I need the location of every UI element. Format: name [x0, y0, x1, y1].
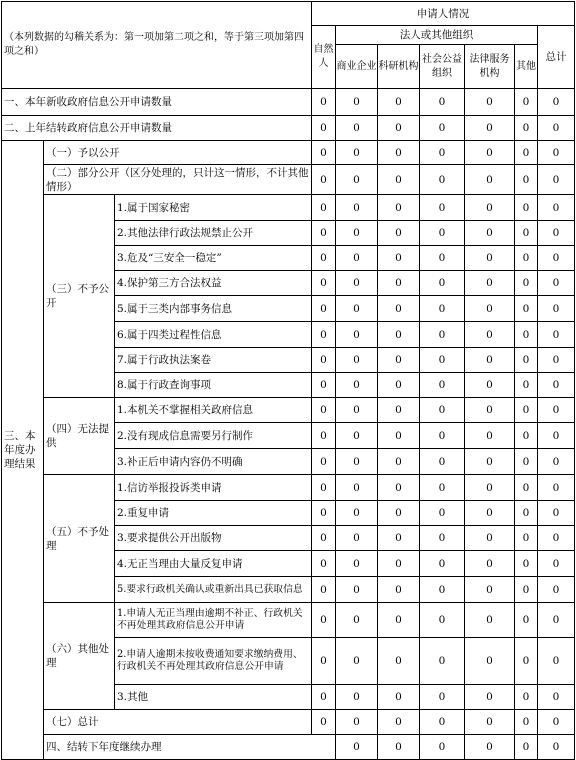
row-label: 8.属于行政查询事项 — [115, 373, 312, 398]
value-cell: 0 — [336, 423, 378, 449]
table-row — [2, 735, 575, 760]
value-cell: 0 — [336, 322, 378, 348]
row-label: 2.其他法律行政法规禁止公开 — [115, 221, 312, 246]
value-cell: 0 — [465, 710, 515, 735]
value-cell: 0 — [378, 638, 420, 685]
value-cell: 0 — [378, 685, 420, 710]
value-cell: 0 — [515, 398, 538, 423]
row-label: 1.申请人无正当理由逾期不补正、行政机关不再处理其政府信息公开申请 — [115, 603, 312, 638]
value-cell: 0 — [336, 501, 378, 526]
value-cell: 0 — [336, 116, 378, 141]
value-cell: 0 — [465, 501, 515, 526]
header-legal-service: 法律服务机构 — [465, 45, 515, 89]
value-cell: 0 — [515, 89, 538, 116]
value-cell: 0 — [420, 638, 465, 685]
value-cell: 0 — [378, 577, 420, 603]
value-cell: 0 — [336, 373, 378, 398]
value-cell: 0 — [420, 195, 465, 221]
value-cell: 0 — [465, 475, 515, 501]
row-label: （七）总计 — [44, 710, 312, 735]
value-cell: 0 — [312, 271, 336, 296]
value-cell: 0 — [538, 296, 575, 322]
row-label: 4.无正当理由大量反复申请 — [115, 551, 312, 577]
value-cell: 0 — [336, 195, 378, 221]
value-cell: 0 — [538, 423, 575, 449]
value-cell: 0 — [312, 475, 336, 501]
row-label: 1.属于国家秘密 — [115, 195, 312, 221]
group-label-not-processed: （五）不予处理 — [44, 475, 115, 603]
value-cell: 0 — [515, 271, 538, 296]
value-cell: 0 — [515, 165, 538, 195]
header-natural-person: 自然人 — [312, 26, 336, 89]
row-label: 1.信访举报投诉类申请 — [115, 475, 312, 501]
value-cell: 0 — [420, 373, 465, 398]
value-cell: 0 — [378, 195, 420, 221]
value-cell: 0 — [378, 165, 420, 195]
table-row — [2, 141, 575, 165]
value-cell: 0 — [538, 475, 575, 501]
value-cell: 0 — [312, 221, 336, 246]
value-cell: 0 — [312, 577, 336, 603]
value-cell: 0 — [538, 348, 575, 373]
value-cell: 0 — [420, 348, 465, 373]
header-applicant-situation: 申请人情况 — [312, 2, 575, 26]
value-cell: 0 — [336, 449, 378, 475]
value-cell: 0 — [312, 141, 336, 165]
value-cell: 0 — [420, 735, 465, 760]
header-legal-and-other: 法人或其他组织 — [336, 26, 538, 45]
value-cell: 0 — [515, 638, 538, 685]
disclosure-stats-table — [1, 1, 575, 760]
value-cell: 0 — [312, 603, 336, 638]
value-cell: 0 — [420, 501, 465, 526]
value-cell: 0 — [465, 89, 515, 116]
row-label: 一、本年新收政府信息公开申请数量 — [2, 89, 312, 116]
value-cell: 0 — [312, 322, 336, 348]
value-cell: 0 — [465, 577, 515, 603]
row-label: 2.没有现成信息需要另行制作 — [115, 423, 312, 449]
value-cell: 0 — [378, 322, 420, 348]
value-cell: 0 — [515, 449, 538, 475]
value-cell: 0 — [420, 551, 465, 577]
row-label: 3.补正后申请内容仍不明确 — [115, 449, 312, 475]
value-cell: 0 — [312, 449, 336, 475]
header-commercial: 商业企业 — [336, 45, 378, 89]
value-cell: 0 — [312, 551, 336, 577]
row-label: 5.属于三类内部事务信息 — [115, 296, 312, 322]
header-total: 总计 — [538, 26, 575, 89]
value-cell: 0 — [378, 551, 420, 577]
value-cell: 0 — [336, 735, 378, 760]
value-cell: 0 — [336, 577, 378, 603]
value-cell: 0 — [515, 373, 538, 398]
value-cell: 0 — [538, 165, 575, 195]
value-cell: 0 — [538, 195, 575, 221]
value-cell: 0 — [465, 398, 515, 423]
row-label: 4.保护第三方合法权益 — [115, 271, 312, 296]
value-cell: 0 — [515, 603, 538, 638]
value-cell: 0 — [515, 348, 538, 373]
value-cell: 0 — [336, 141, 378, 165]
value-cell: 0 — [336, 246, 378, 271]
value-cell: 0 — [336, 526, 378, 551]
value-cell: 0 — [538, 116, 575, 141]
value-cell: 0 — [465, 373, 515, 398]
row-label: 5.要求行政机关确认或重新出具已获取信息 — [115, 577, 312, 603]
value-cell: 0 — [312, 246, 336, 271]
table-row — [2, 398, 575, 423]
value-cell: 0 — [515, 423, 538, 449]
value-cell: 0 — [336, 165, 378, 195]
value-cell: 0 — [515, 526, 538, 551]
value-cell: 0 — [420, 271, 465, 296]
value-cell: 0 — [538, 322, 575, 348]
value-cell: 0 — [538, 246, 575, 271]
value-cell: 0 — [420, 423, 465, 449]
value-cell: 0 — [336, 475, 378, 501]
value-cell: 0 — [465, 449, 515, 475]
group-label-other-processing: （六）其他处理 — [44, 603, 115, 710]
row-label: 2.重复申请 — [115, 501, 312, 526]
value-cell: 0 — [378, 116, 420, 141]
value-cell: 0 — [538, 373, 575, 398]
value-cell: 0 — [378, 603, 420, 638]
value-cell: 0 — [336, 271, 378, 296]
row-label: 3.其他 — [115, 685, 312, 710]
value-cell: 0 — [312, 348, 336, 373]
value-cell: 0 — [515, 141, 538, 165]
value-cell: 0 — [515, 501, 538, 526]
value-cell: 0 — [312, 685, 336, 710]
table-row — [2, 116, 575, 141]
value-cell: 0 — [515, 735, 538, 760]
value-cell: 0 — [378, 398, 420, 423]
value-cell: 0 — [515, 685, 538, 710]
table-row — [2, 710, 575, 735]
value-cell: 0 — [420, 246, 465, 271]
value-cell: 0 — [312, 526, 336, 551]
value-cell: 0 — [420, 296, 465, 322]
value-cell: 0 — [420, 475, 465, 501]
row-label: 6.属于四类过程性信息 — [115, 322, 312, 348]
value-cell: 0 — [515, 221, 538, 246]
table-row — [2, 195, 575, 221]
value-cell: 0 — [378, 475, 420, 501]
value-cell: 0 — [538, 551, 575, 577]
value-cell: 0 — [465, 735, 515, 760]
value-cell: 0 — [465, 423, 515, 449]
value-cell: 0 — [538, 577, 575, 603]
value-cell: 0 — [336, 638, 378, 685]
value-cell: 0 — [378, 348, 420, 373]
header-note: （本列数据的勾稽关系为：第一项加第二项之和，等于第三项加第四项之和） — [2, 2, 312, 89]
value-cell: 0 — [538, 398, 575, 423]
value-cell: 0 — [465, 526, 515, 551]
value-cell: 0 — [420, 165, 465, 195]
value-cell: 0 — [465, 195, 515, 221]
value-cell: 0 — [312, 195, 336, 221]
value-cell: 0 — [538, 603, 575, 638]
value-cell: 0 — [378, 735, 420, 760]
row-label: 3.危及“三安全一稳定” — [115, 246, 312, 271]
value-cell: 0 — [420, 221, 465, 246]
table-row — [2, 475, 575, 501]
value-cell: 0 — [378, 526, 420, 551]
value-cell: 0 — [538, 638, 575, 685]
value-cell: 0 — [515, 195, 538, 221]
value-cell: 0 — [312, 398, 336, 423]
value-cell: 0 — [312, 116, 336, 141]
value-cell: 0 — [420, 322, 465, 348]
value-cell: 0 — [420, 526, 465, 551]
value-cell: 0 — [336, 296, 378, 322]
value-cell: 0 — [336, 89, 378, 116]
row-label: 7.属于行政执法案卷 — [115, 348, 312, 373]
value-cell: 0 — [336, 603, 378, 638]
value-cell: 0 — [420, 449, 465, 475]
row-label: 四、结转下年度继续办理 — [44, 735, 336, 760]
value-cell: 0 — [378, 246, 420, 271]
value-cell: 0 — [465, 116, 515, 141]
value-cell: 0 — [336, 348, 378, 373]
row-label: 二、上年结转政府信息公开申请数量 — [2, 116, 312, 141]
value-cell: 0 — [420, 685, 465, 710]
table-row — [2, 603, 575, 638]
value-cell: 0 — [465, 348, 515, 373]
value-cell: 0 — [336, 710, 378, 735]
value-cell: 0 — [378, 373, 420, 398]
value-cell: 0 — [538, 710, 575, 735]
value-cell: 0 — [465, 685, 515, 710]
value-cell: 0 — [465, 271, 515, 296]
value-cell: 0 — [312, 423, 336, 449]
group-label-unable: （四）无法提供 — [44, 398, 115, 475]
row-label: 1.本机关不掌握相关政府信息 — [115, 398, 312, 423]
value-cell: 0 — [378, 271, 420, 296]
value-cell: 0 — [465, 246, 515, 271]
value-cell: 0 — [515, 551, 538, 577]
value-cell: 0 — [378, 89, 420, 116]
value-cell: 0 — [465, 296, 515, 322]
value-cell: 0 — [378, 221, 420, 246]
value-cell: 0 — [420, 577, 465, 603]
value-cell: 0 — [538, 449, 575, 475]
value-cell: 0 — [538, 89, 575, 116]
value-cell: 0 — [515, 296, 538, 322]
value-cell: 0 — [515, 246, 538, 271]
value-cell: 0 — [538, 685, 575, 710]
value-cell: 0 — [515, 475, 538, 501]
value-cell: 0 — [312, 501, 336, 526]
value-cell: 0 — [336, 685, 378, 710]
value-cell: 0 — [312, 638, 336, 685]
value-cell: 0 — [336, 398, 378, 423]
value-cell: 0 — [538, 501, 575, 526]
value-cell: 0 — [515, 322, 538, 348]
value-cell: 0 — [515, 577, 538, 603]
value-cell: 0 — [420, 603, 465, 638]
value-cell: 0 — [538, 735, 575, 760]
value-cell: 0 — [465, 603, 515, 638]
value-cell: 0 — [465, 638, 515, 685]
value-cell: 0 — [312, 710, 336, 735]
value-cell: 0 — [465, 165, 515, 195]
table-row — [2, 165, 575, 195]
value-cell: 0 — [515, 116, 538, 141]
value-cell: 0 — [515, 710, 538, 735]
value-cell: 0 — [420, 141, 465, 165]
value-cell: 0 — [465, 322, 515, 348]
table-row — [2, 89, 575, 116]
value-cell: 0 — [538, 141, 575, 165]
value-cell: 0 — [378, 710, 420, 735]
value-cell: 0 — [378, 423, 420, 449]
value-cell: 0 — [538, 271, 575, 296]
value-cell: 0 — [378, 449, 420, 475]
header-other: 其他 — [515, 45, 538, 89]
header-research: 科研机构 — [378, 45, 420, 89]
value-cell: 0 — [420, 89, 465, 116]
value-cell: 0 — [378, 141, 420, 165]
value-cell: 0 — [465, 221, 515, 246]
value-cell: 0 — [378, 501, 420, 526]
value-cell: 0 — [538, 221, 575, 246]
value-cell: 0 — [420, 116, 465, 141]
value-cell: 0 — [420, 398, 465, 423]
value-cell: 0 — [312, 296, 336, 322]
results-label: 三、本年度办理结果 — [2, 141, 44, 760]
value-cell: 0 — [312, 89, 336, 116]
value-cell: 0 — [336, 221, 378, 246]
value-cell: 0 — [378, 296, 420, 322]
row-label: 3.要求提供公开出版物 — [115, 526, 312, 551]
value-cell: 0 — [465, 141, 515, 165]
group-label-not-disclose: （三）不予公开 — [44, 195, 115, 398]
value-cell: 0 — [336, 551, 378, 577]
row-label: （二）部分公开（区分处理的，只计这一情形，不计其他情形） — [44, 165, 312, 195]
row-label: （一）予以公开 — [44, 141, 312, 165]
value-cell: 0 — [312, 373, 336, 398]
header-public-welfare: 社会公益组织 — [420, 45, 465, 89]
value-cell: 0 — [465, 551, 515, 577]
value-cell: 0 — [420, 710, 465, 735]
row-label: 2.申请人逾期未按收费通知要求缴纳费用、行政机关不再处理其政府信息公开申请 — [115, 638, 312, 685]
value-cell: 0 — [312, 165, 336, 195]
value-cell: 0 — [538, 526, 575, 551]
